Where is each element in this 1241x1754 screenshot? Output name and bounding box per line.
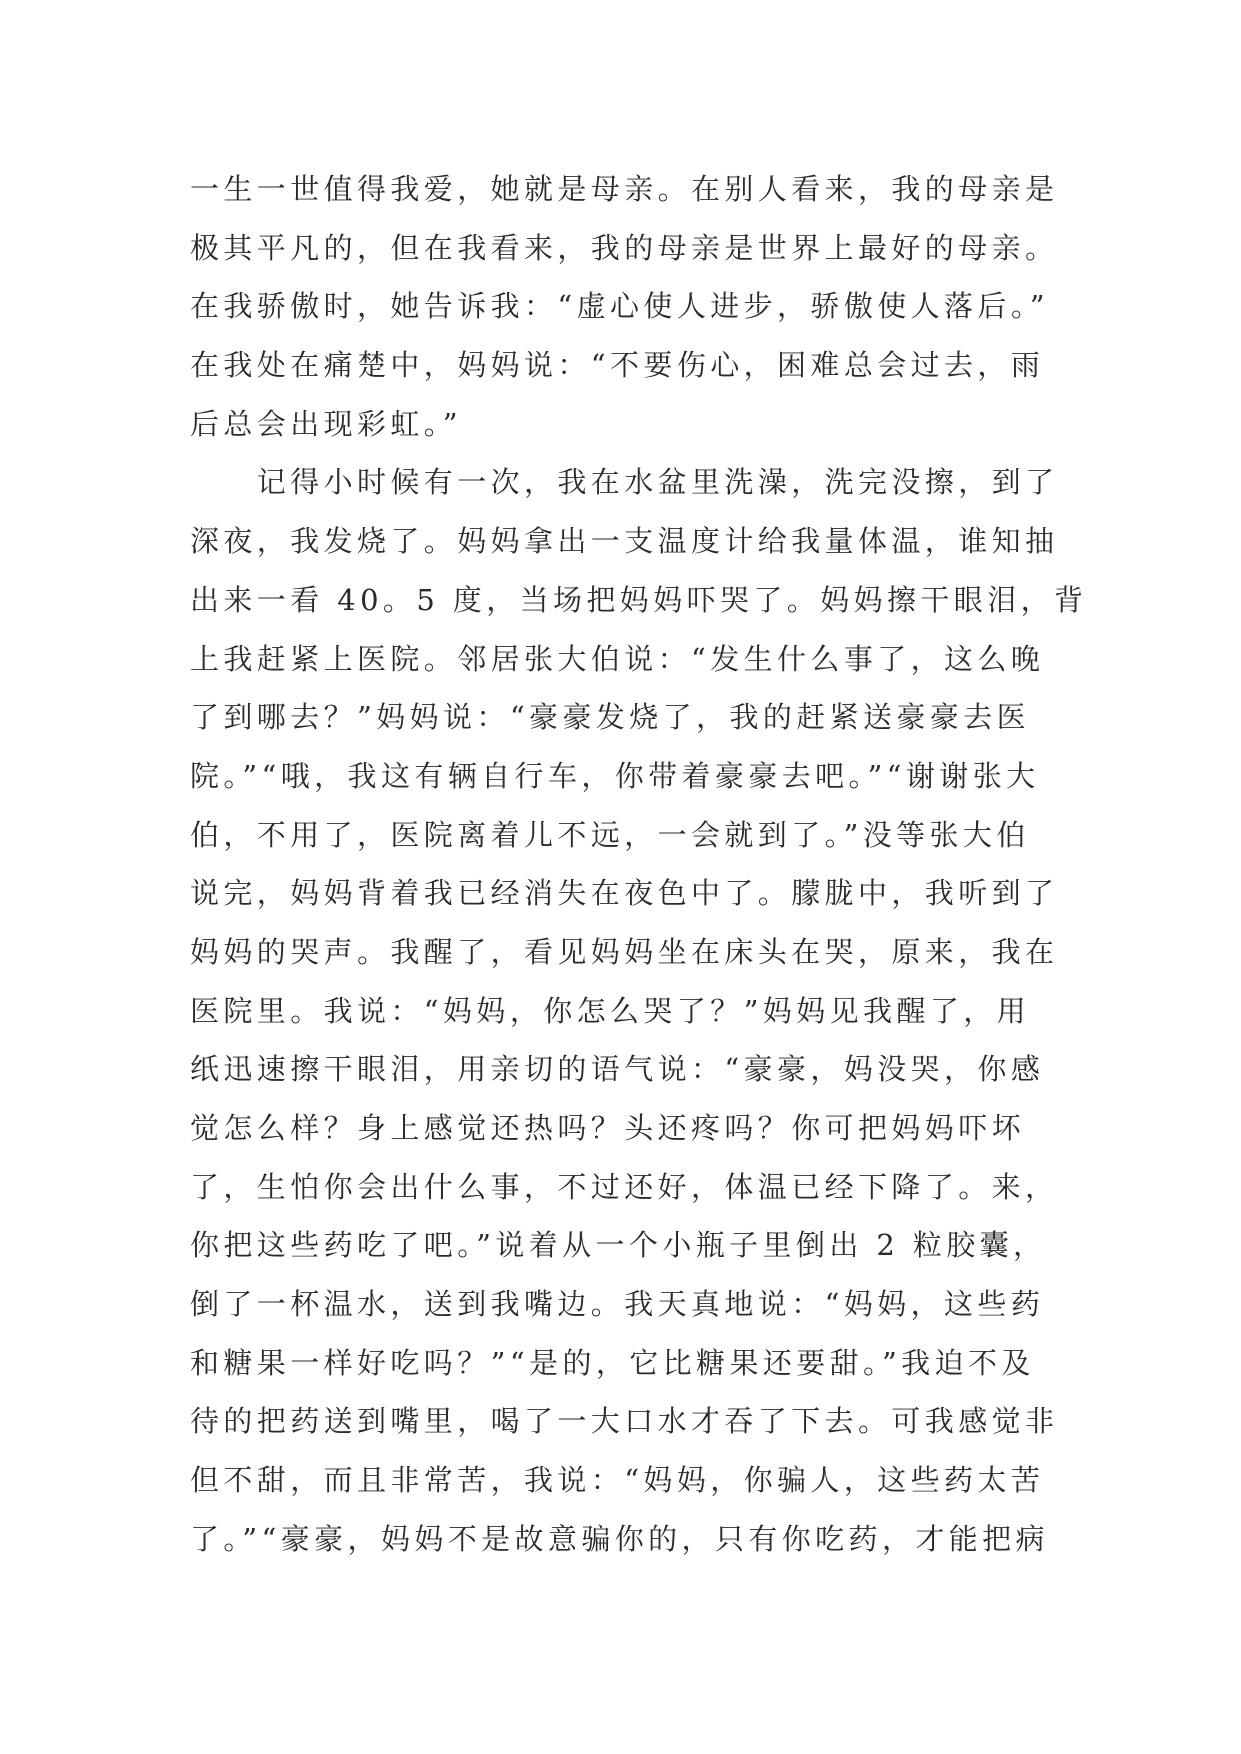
text-line: 医院里。我说：“妈妈，你怎么哭了？”妈妈见我醒了，用 (190, 993, 1031, 1028)
text-line: 上我赶紧上医院。邻居张大伯说：“发生什么事了，这么晚 (190, 641, 1045, 676)
text-line: 说完，妈妈背着我已经消失在夜色中了。朦胧中，我听到了 (190, 876, 1059, 911)
text-line: 待的把药送到嘴里，喝了一大口水才吞了下去。可我感觉非 (190, 1404, 1059, 1439)
text-line: 但不甜，而且非常苦，我说：“妈妈，你骗人，这些药太苦 (190, 1463, 1045, 1498)
text-line: 在我骄傲时，她告诉我：“虚心使人进步，骄傲使人落后。” (190, 289, 1049, 324)
text-line: 深夜，我发烧了。妈妈拿出一支温度计给我量体温，谁知抽 (190, 524, 1059, 559)
text-line: 一生一世值得我爱，她就是母亲。在别人看来，我的母亲是 (190, 172, 1059, 206)
text-line: 觉怎么样？身上感觉还热吗？头还疼吗？你可把妈妈吓坏 (190, 1111, 1026, 1145)
text-line: 妈妈的哭声。我醒了，看见妈妈坐在床头在哭，原来，我在 (190, 934, 1059, 969)
text-line: 你把这些药吃了吧。”说着从一个小瓶子里倒出 2 粒胶囊， (190, 1228, 1047, 1263)
text-line: 在我处在痛楚中，妈妈说：“不要伤心，困难总会过去，雨 (190, 348, 1045, 383)
text-line: 出来一看 40。5 度，当场把妈妈吓哭了。妈妈擦干眼泪，背 (190, 582, 1088, 617)
body-text (190, 160, 1088, 1569)
text-line: 极其平凡的，但在我看来，我的母亲是世界上最好的母亲。 (190, 230, 1059, 265)
text-line: 院。”“哦，我这有辆自行车，你带着豪豪去吧。”“谢谢张大 (190, 758, 1040, 793)
text-line: 记得小时候有一次，我在水盆里洗澡，洗完没擦，到了 (190, 465, 1059, 500)
text-line: 纸迅速擦干眼泪，用亲切的语气说：“豪豪，妈没哭，你感 (190, 1052, 1045, 1087)
text-line: 了，生怕你会出什么事，不过还好，体温已经下降了。来， (190, 1169, 1059, 1204)
text-line: 倒了一杯温水，送到我嘴边。我天真地说：“妈妈，这些药 (190, 1287, 1045, 1322)
text-line: 伯，不用了，医院离着儿不远，一会就到了。”没等张大伯 (190, 817, 1030, 852)
text-line: 了。”“豪豪，妈妈不是故意骗你的，只有你吃药，才能把病 (190, 1521, 1049, 1556)
text-line: 后总会出现彩虹。” (190, 406, 462, 441)
text-line: 和糖果一样好吃吗？”“是的，它比糖果还要甜。”我迫不及 (190, 1345, 1035, 1380)
text-line: 了到哪去？”妈妈说：“豪豪发烧了，我的赶紧送豪豪去医 (190, 700, 1031, 735)
